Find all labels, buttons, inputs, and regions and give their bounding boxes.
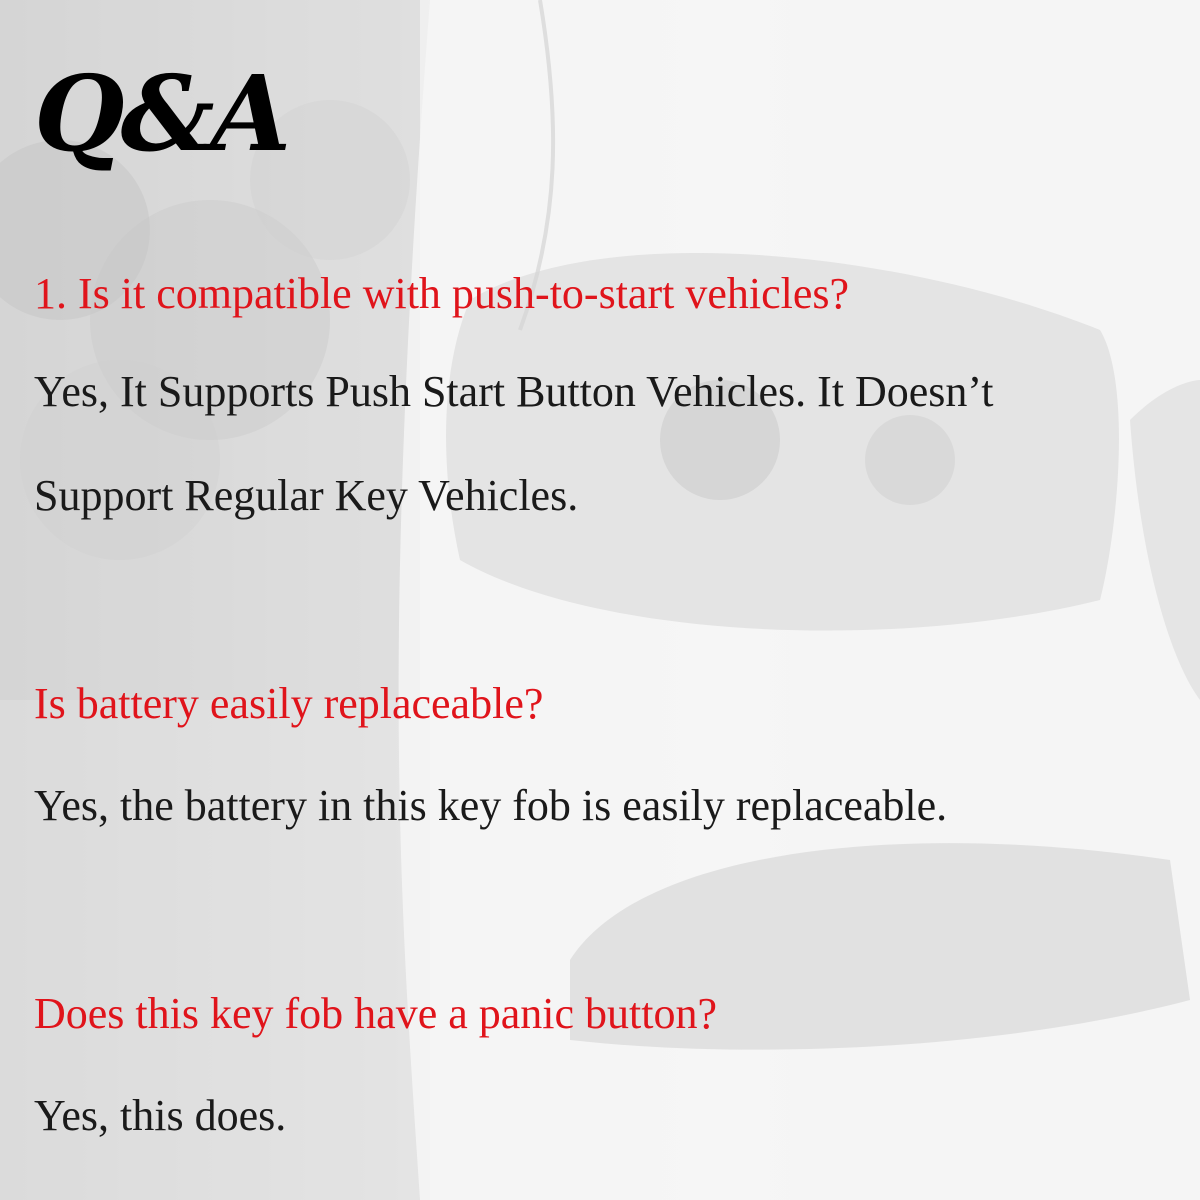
page-title: Q&A (34, 52, 288, 175)
faq-question-1: 1. Is it compatible with push-to-start vehicles? (34, 269, 850, 318)
faq-answer-1-line-2: Support Regular Key Vehicles. (34, 471, 579, 520)
faq-question-3: Does this key fob have a panic button? (34, 989, 718, 1038)
faq-answer-3: Yes, this does. (34, 1091, 287, 1140)
faq-answer-2: Yes, the battery in this key fob is easily replaceable. (34, 781, 948, 830)
faq-question-2: Is battery easily replaceable? (34, 679, 544, 728)
faq-answer-1-line-1: Yes, It Supports Push Start Button Vehicles. It Doesn’t (34, 367, 994, 416)
